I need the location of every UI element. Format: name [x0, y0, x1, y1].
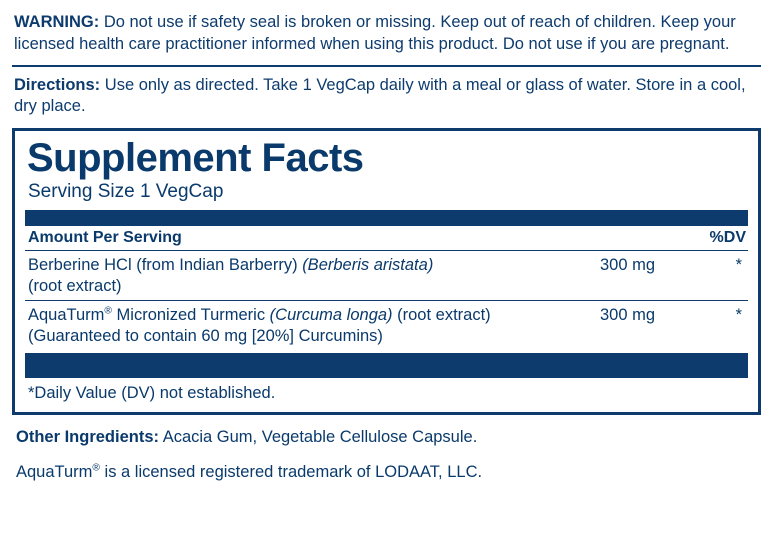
nutrient-latin-name: (Berberis aristata)	[302, 255, 434, 274]
trademark-notice	[16, 448, 759, 483]
nutrient-subtext: (root extract)	[28, 276, 122, 295]
other-ingredients	[16, 423, 759, 448]
nutrient-name: Berberine HCl (from Indian Barberry)	[28, 255, 303, 274]
other-ingredients-lead: Other Ingredients:	[16, 427, 160, 446]
directions-lead: Directions:	[14, 75, 101, 94]
nutrient-name-mid: Micronized Turmeric	[111, 306, 270, 325]
nutrient-amount: 300 mg	[600, 306, 656, 325]
nutrient-subtext: (Guaranteed to contain 60 mg [20%] Curcumins)	[28, 327, 383, 346]
facts-title: Supplement Facts	[27, 136, 364, 181]
nutrient-dv: *	[735, 255, 742, 274]
trademark-name: AquaTurm	[16, 463, 93, 482]
trademark-text: is a licensed registered trademark of LODAAT, LLC.	[99, 463, 483, 482]
warning-lead: WARNING:	[14, 13, 100, 31]
divider-warning-directions	[12, 65, 761, 67]
nutrient-dv: *	[735, 306, 742, 325]
directions-text: Use only as directed. Take 1 VegCap daily with a meal or glass of water. Store in a cool, dry place.	[14, 75, 746, 116]
supplement-facts-panel	[12, 128, 761, 415]
directions-block	[12, 73, 761, 125]
percent-dv-header: %DV	[709, 228, 746, 246]
warning-block	[12, 10, 761, 62]
nutrient-latin-name: (Curcuma longa)	[269, 306, 393, 325]
registered-trademark-icon: ®	[104, 305, 112, 317]
bottom-block	[12, 415, 761, 484]
facts-column-headers	[25, 226, 748, 250]
serving-size: Serving Size 1 VegCap	[28, 181, 224, 203]
nutrient-row	[25, 301, 748, 351]
amount-per-serving-header: Amount Per Serving	[28, 228, 182, 246]
other-ingredients-text: Acacia Gum, Vegetable Cellulose Capsule.	[159, 427, 478, 446]
nutrient-row	[25, 251, 748, 301]
nutrient-amount: 300 mg	[600, 255, 656, 274]
nutrient-name-tail: (root extract)	[392, 306, 491, 325]
registered-trademark-icon: ®	[92, 462, 100, 474]
warning-text: Do not use if safety seal is broken or missing. Keep out of reach of children. Keep your licensed health care practitioner informed when using this product. Do not use if you are pregnant.	[14, 13, 736, 53]
daily-value-footnote: *Daily Value (DV) not established.	[28, 383, 276, 402]
nutrient-name: AquaTurm	[28, 306, 105, 325]
facts-bottom-bar	[25, 353, 748, 378]
facts-top-bar	[25, 210, 748, 226]
